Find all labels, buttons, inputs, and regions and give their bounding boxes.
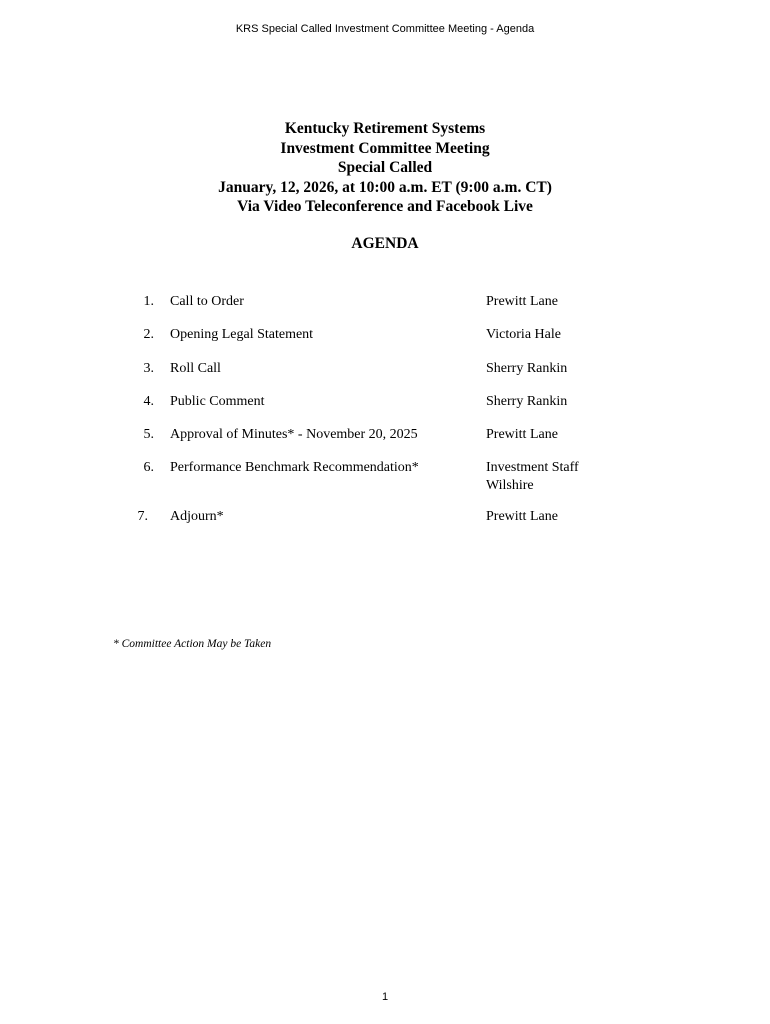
agenda-item-presenter: Prewitt Lane [486, 294, 558, 309]
agenda-item-number: 4. [143, 394, 154, 409]
agenda-item-title: Roll Call [170, 361, 221, 376]
committee-name: Investment Committee Meeting [280, 139, 490, 157]
agenda-item-number: 2. [143, 327, 154, 342]
agenda-item-title: Call to Order [170, 294, 244, 309]
agenda-item-presenter-line: Investment Staff [486, 460, 579, 475]
agenda-item-presenter: Prewitt Lane [486, 509, 558, 524]
agenda-item-title: Public Comment [170, 394, 265, 409]
meeting-date-time: January, 12, 2026, at 10:00 a.m. ET (9:00 a.m. CT) [218, 178, 552, 196]
agenda-heading: AGENDA [351, 235, 419, 252]
agenda-item-presenter: Prewitt Lane [486, 427, 558, 442]
agenda-item-number: 5. [143, 427, 154, 442]
agenda-item-number: 3. [143, 361, 154, 376]
page-number: 1 [381, 991, 389, 1003]
agenda-item-presenter-line: Wilshire [486, 477, 534, 493]
agenda-item-number: 7. [137, 509, 148, 524]
committee-action-footnote: * Committee Action May be Taken [113, 638, 272, 650]
agenda-item-presenter: Sherry Rankin [486, 361, 568, 376]
agenda-item-title: Performance Benchmark Recommendation* [170, 460, 419, 475]
agenda-item-presenter [486, 459, 579, 494]
meeting-venue: Via Video Teleconference and Facebook Live [237, 198, 533, 215]
agenda-item-title: Adjourn* [170, 509, 224, 524]
organization-name: Kentucky Retirement Systems [284, 120, 486, 137]
agenda-item-title: Approval of Minutes* - November 20, 2025 [170, 427, 418, 442]
agenda-item-number: 1. [143, 294, 154, 309]
meeting-title-block [0, 119, 770, 217]
agenda-item-number: 6. [143, 460, 154, 475]
running-header: KRS Special Called Investment Committee Meeting - Agenda [235, 23, 535, 35]
meeting-type: Special Called [337, 159, 433, 176]
agenda-item-title: Opening Legal Statement [170, 327, 314, 342]
agenda-item-presenter: Victoria Hale [486, 327, 561, 342]
agenda-item-presenter: Sherry Rankin [486, 394, 568, 409]
